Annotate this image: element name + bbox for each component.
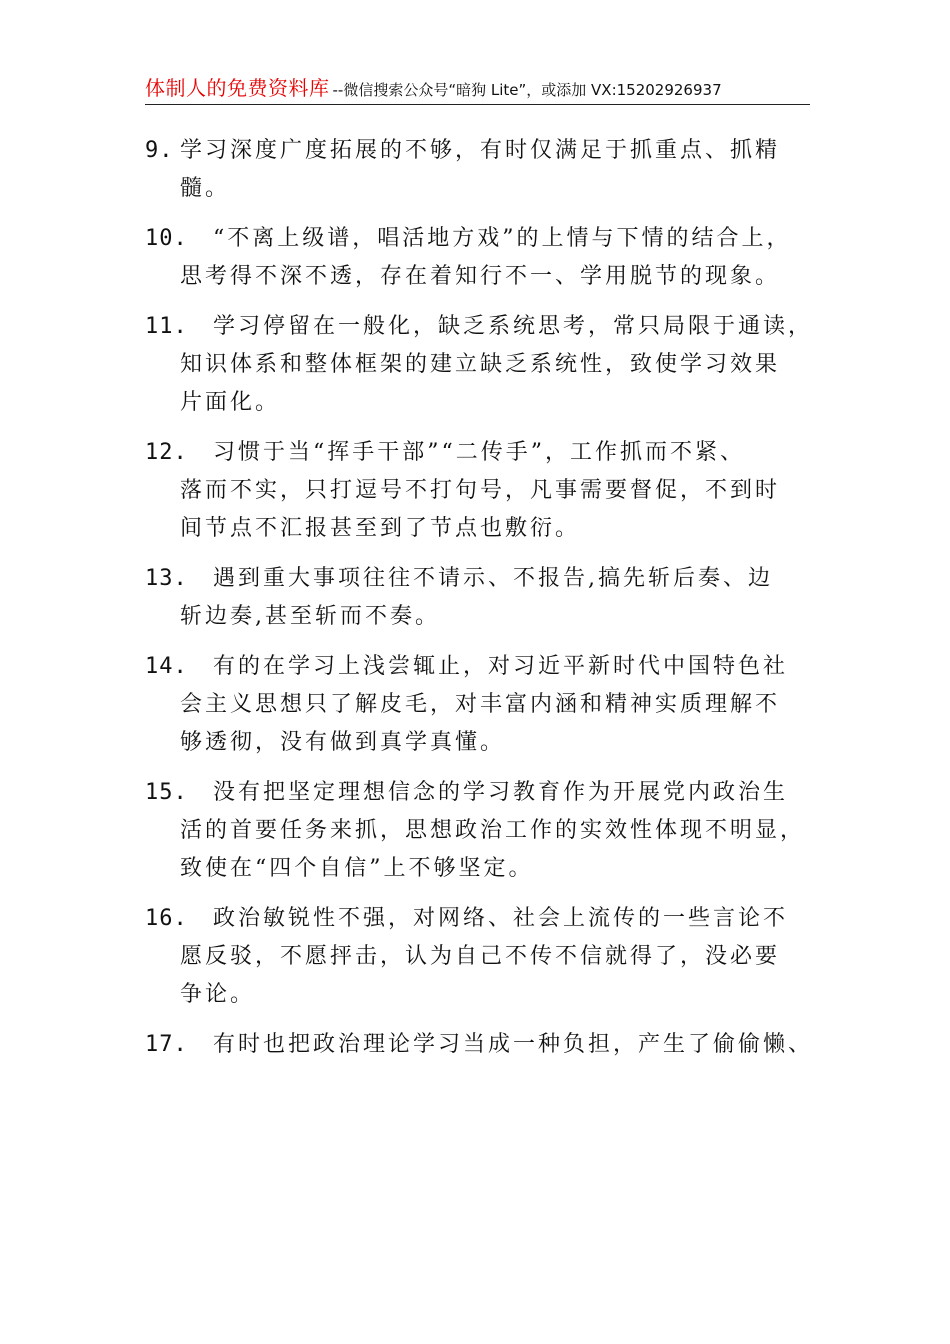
item-text: 学习停留在一般化，缺乏系统思考，常只局限于通读，	[213, 314, 814, 339]
list-item	[145, 560, 825, 636]
item-number: 15.	[145, 780, 188, 805]
page-header	[145, 72, 810, 105]
item-text: 没有把坚定理想信念的学习教育作为开展党内政治生	[213, 780, 789, 805]
list-item	[145, 220, 825, 296]
list-item	[145, 774, 825, 888]
item-number: 9.	[145, 138, 174, 163]
item-number: 12.	[145, 440, 188, 465]
document-body	[145, 132, 825, 1076]
item-text: “不离上级谱，唱活地方戏”的上情与下情的结合上，	[213, 226, 792, 251]
header-tagline: --微信搜索公众号“暗狗 Lite”，或添加 VX:15202926937	[332, 81, 722, 99]
item-number: 14.	[145, 654, 188, 679]
item-text: 思考得不深不透，存在着知行不一、学用脱节的现象。	[180, 264, 781, 289]
item-text: 遇到重大事项往往不请示、不报告,搞先斩后奏、边	[213, 566, 773, 591]
item-number: 13.	[145, 566, 188, 591]
header-brand: 体制人的免费资料库	[145, 76, 330, 100]
list-item	[145, 648, 825, 762]
item-text: 习惯于当“挥手干部”“二传手”，工作抓而不紧、	[213, 440, 745, 465]
item-text: 片面化。	[180, 390, 281, 415]
item-text: 活的首要任务来抓，思想政治工作的实效性体现不明显，	[180, 818, 806, 843]
item-text: 会主义思想只了解皮毛，对丰富内涵和精神实质理解不	[180, 692, 781, 717]
item-text: 政治敏锐性不强，对网络、社会上流传的一些言论不	[213, 906, 789, 931]
item-text: 有的在学习上浅尝辄止，对习近平新时代中国特色社	[213, 654, 789, 679]
list-item	[145, 132, 825, 208]
item-number: 11.	[145, 314, 188, 339]
item-number: 16.	[145, 906, 188, 931]
list-item	[145, 308, 825, 422]
list-item	[145, 1026, 825, 1064]
item-text: 愿反驳，不愿抨击，认为自己不传不信就得了，没必要	[180, 944, 781, 969]
list-item	[145, 900, 825, 1014]
item-number: 17.	[145, 1032, 188, 1057]
item-text: 够透彻，没有做到真学真懂。	[180, 730, 506, 755]
item-text: 髓。	[180, 176, 231, 201]
list-item	[145, 434, 825, 548]
item-text: 争论。	[180, 982, 256, 1007]
item-text: 致使在“四个自信”上不够坚定。	[180, 856, 534, 881]
item-text: 知识体系和整体框架的建立缺乏系统性，致使学习效果	[180, 352, 781, 377]
item-number: 10.	[145, 226, 188, 251]
item-text: 学习深度广度拓展的不够，有时仅满足于抓重点、抓精	[180, 138, 781, 163]
item-text: 斩边奏,甚至斩而不奏。	[180, 604, 440, 629]
item-text: 落而不实，只打逗号不打句号，凡事需要督促，不到时	[180, 478, 781, 503]
item-text: 间节点不汇报甚至到了节点也敷衍。	[180, 516, 581, 541]
item-text: 有时也把政治理论学习当成一种负担，产生了偷偷懒、	[213, 1032, 814, 1057]
